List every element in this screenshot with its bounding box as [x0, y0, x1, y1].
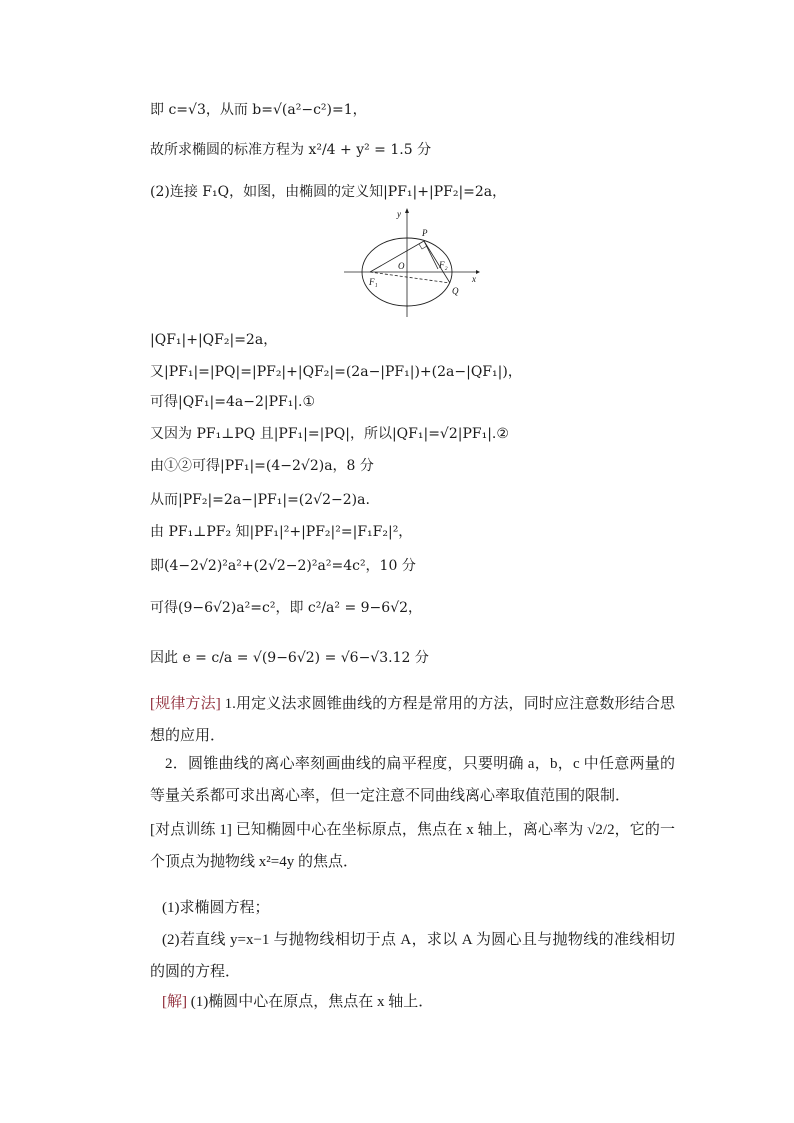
training-text: 已知椭圆中心在坐标原点，焦点在 x 轴上，离心率为 √2/2，它的一个顶点为抛物线 x²=4y 的焦点． [150, 822, 675, 870]
solution-line-1: 即 c=√3，从而 b=√(a²−c²)=1， [150, 102, 367, 118]
training-tag: [对点训练 1] [150, 822, 232, 838]
label-O: O [398, 261, 405, 271]
solution-line-11: 即(4−2√2)²a²+(2√2−2)²a²=4c²，10 分 [150, 558, 416, 574]
solution-line-9: 从而|PF₂|=2a−|PF₁|=(2√2−2)a. [150, 492, 370, 508]
solution-line-3: (2)连接 F₁Q，如图，由椭圆的定义知|PF₁|+|PF₂|=2a， [150, 184, 507, 200]
solution-line-5: 又|PF₁|=|PQ|=|PF₂|+|QF₂|=(2a−|PF₁|)+(2a−|QF₁|)， [150, 364, 522, 380]
ellipse-figure [342, 205, 482, 320]
method-tag: [规律方法] [150, 696, 221, 712]
label-Q: Q [452, 286, 459, 296]
solution-line-4: |QF₁|+|QF₂|=2a， [150, 332, 278, 348]
training-question-2: (2)若直线 y=x−1 与抛物线相切于点 A，求以 A 为圆心且与抛物线的准线相切的圆的方程． [150, 932, 675, 980]
solution-text: (1)椭圆中心在原点，焦点在 x 轴上． [187, 994, 434, 1010]
label-x: x [472, 274, 476, 284]
solution-line-12: 可得(9−6√2)a²=c²，即 c²/a² = 9−6√2， [150, 600, 423, 616]
method-paragraph-1 [150, 688, 675, 752]
method-text-1: 1.用定义法求圆锥曲线的方程是常用的方法，同时应注意数形结合思想的应用． [150, 696, 675, 744]
solution-line-7: 又因为 PF₁⊥PQ 且|PF₁|=|PQ|，所以|QF₁|=√2|PF₁|.② [150, 426, 509, 442]
label-F2: F₂ [439, 260, 448, 270]
solution-line-13: 因此 e = c/a = √(9−6√2) = √6−√3.12 分 [150, 650, 429, 666]
solution-line-2: 故所求椭圆的标准方程为 x²/4 + y² = 1.5 分 [150, 142, 432, 158]
solution-line-10: 由 PF₁⊥PF₂ 知|PF₁|²+|PF₂|²=|F₁F₂|²， [150, 524, 413, 540]
solution-line-6: 可得|QF₁|=4a−2|PF₁|.① [150, 394, 316, 410]
training-question-1: (1)求椭圆方程； [162, 900, 270, 916]
training-paragraph [150, 814, 675, 878]
solution-tag: [解] [162, 994, 187, 1010]
solution-line-8: 由①②可得|PF₁|=(4−2√2)a，8 分 [150, 458, 374, 474]
label-F1: F₁ [369, 277, 378, 287]
method-paragraph-2: 2．圆锥曲线的离心率刻画曲线的扁平程度，只要明确 a，b，c 中任意两量的等量关系都可求出离心率，但一定注意不同曲线离心率取值范围的限制． [150, 756, 675, 804]
label-y: y [397, 209, 401, 219]
solution-start [162, 992, 433, 1012]
label-P: P [422, 228, 428, 238]
